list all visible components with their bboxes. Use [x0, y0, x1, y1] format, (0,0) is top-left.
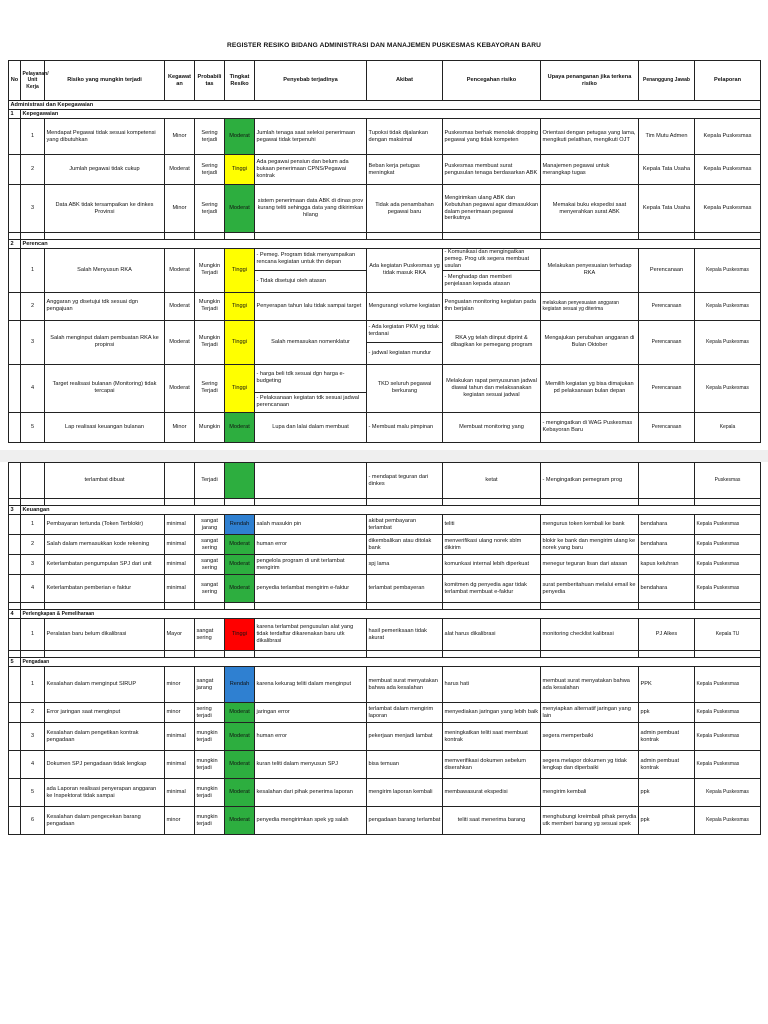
row-number: 5: [21, 779, 45, 807]
probability-cell: Sering terjadi: [195, 155, 225, 185]
prevention-cell: menyediakan jaringan yang lebih baik: [443, 703, 541, 723]
effect-cell: Tidak ada penambahan pegawai baru: [367, 185, 443, 233]
cause-cell: penyedia mengirimkan spek yg salah: [255, 807, 367, 835]
row-number: 2: [21, 703, 45, 723]
header-no: No: [9, 61, 21, 101]
pic-cell: Tim Mutu Admen: [639, 119, 695, 155]
reporting-cell: Kepala Puskesmas: [695, 555, 761, 575]
probability-cell: mungkin terjadi: [195, 723, 225, 751]
probability-cell: sangat sering: [195, 555, 225, 575]
row-number: 2: [21, 535, 45, 555]
section-number: 2: [9, 240, 21, 249]
handling-cell: menyiapkan alternatif jaringan yang lain: [541, 703, 639, 723]
header-effect: Akibat: [367, 61, 443, 101]
table-row: [9, 364, 761, 392]
header-handling: Upaya penanganan jika terkena risiko: [541, 61, 639, 101]
section-title: Perlengkapan & Pemeliharaan: [21, 610, 761, 619]
reporting-cell: Kepala Puskesmas: [695, 249, 761, 293]
table-row: [9, 619, 761, 651]
table-row: [9, 249, 761, 271]
handling-cell: Orientasi dengan petugas yang lama, mengikuti pelatihan, mengikuti OJT: [541, 119, 639, 155]
section-row: [9, 240, 761, 249]
pic-cell: admin pembuat kontrak: [639, 723, 695, 751]
risk-cell: Kesalahan dalam menginput SIRUP: [45, 667, 165, 703]
spacer-row: [9, 603, 761, 610]
severity-cell: minimal: [165, 515, 195, 535]
prevention-cell: Membuat monitoring yang: [443, 412, 541, 442]
pic-cell: bendahara: [639, 535, 695, 555]
effect-cell: spj lama: [367, 555, 443, 575]
risk-cell: Kesalahan dalam pengetikan kontrak pengadaan: [45, 723, 165, 751]
probability-cell: Mungkin Terjadi: [195, 320, 225, 364]
prevention-cell: komitmen dg penyedia agar tidak terlambat membuat e-faktur: [443, 575, 541, 603]
spacer-row: [9, 499, 761, 506]
pic-cell: Perencanaan: [639, 364, 695, 412]
handling-cell: Memakai buku ekspedisi saat menyerahkan surat ABK: [541, 185, 639, 233]
probability-cell: mungkin terjadi: [195, 751, 225, 779]
pic-cell: Kepala Tata Usaha: [639, 155, 695, 185]
section-row: [9, 658, 761, 667]
document-title: REGISTER RESIKO BIDANG ADMINISTRASI DAN MANAJEMEN PUSKESMAS KEBAYORAN BARU: [227, 42, 541, 49]
pic-cell: bendahara: [639, 515, 695, 535]
section-row: [9, 101, 761, 110]
reporting-cell: Kepala Puskesmas: [695, 515, 761, 535]
cause-cell: kesalahan dari pihak penerima laporan: [255, 779, 367, 807]
header-prevention: Pencegahan risiko: [443, 61, 541, 101]
severity-cell: Moderat: [165, 364, 195, 412]
table-row: [9, 292, 761, 320]
section-row: [9, 110, 761, 119]
probability-cell: sangat jarang: [195, 667, 225, 703]
probability-cell: Terjadi: [195, 463, 225, 499]
table-header-row: [9, 61, 761, 101]
handling-cell: melakukan penyesuaian anggaran kegiatan sesuai yg diterima: [541, 292, 639, 320]
reporting-cell: Kepala Puskesmas: [695, 364, 761, 412]
row-number: 3: [21, 185, 45, 233]
reporting-cell: Kepala Puskesmas: [695, 667, 761, 703]
prevention-cell: komunkasi internal lebih diperkuat: [443, 555, 541, 575]
handling-cell: Memilih kegiatan yg bisa dimajukan pd pelaksanaan bulan depan: [541, 364, 639, 412]
table-row: [9, 412, 761, 442]
handling-cell: Melakukan penyesuaian terhadap RKA: [541, 249, 639, 293]
section-title: Kepegawaian: [21, 110, 761, 119]
prevention-cell: - Komunikasi dan mengingatkan pemeg. Prog utk segera membuat usulan: [443, 249, 541, 271]
header-probability: Probabili tas: [195, 61, 225, 101]
row-number: 1: [21, 619, 45, 651]
section-title: Administrasi dan Kepegawaian: [9, 101, 761, 110]
row-number: 1: [21, 515, 45, 535]
probability-cell: sangat sering: [195, 575, 225, 603]
table-row: [9, 119, 761, 155]
prevention-cell: meningkatkan teliti saat membuat kontrak: [443, 723, 541, 751]
row-number: 2: [21, 155, 45, 185]
section-title: Pengadaan: [21, 658, 761, 667]
effect-cell: dikembalikan atau ditolak bank: [367, 535, 443, 555]
row-number: 6: [21, 807, 45, 835]
effect-cell: Tupoksi tidak dijalankan dengan maksimal: [367, 119, 443, 155]
effect-cell: Mengurangi volume kegiatan: [367, 292, 443, 320]
effect-cell: pekerjaan menjadi lambat: [367, 723, 443, 751]
prevention-cell: - Menghadap dan memberi penjelasan kepada atasan: [443, 270, 541, 292]
page-break: [0, 450, 768, 462]
risk-cell: Salah menginput dalam pembuatan RKA ke propinsi: [45, 320, 165, 364]
prevention-cell: Mengirimkan ulang ABK dan Kebutuhan pegawai agar dimasukkan dalam penerimaan pegawai berikutnya: [443, 185, 541, 233]
header-risk-level: Tingkat Resiko: [225, 61, 255, 101]
prevention-cell: RKA yg telah diinput diprint & dibagikan ke pemegang program: [443, 320, 541, 364]
probability-cell: Mungkin: [195, 412, 225, 442]
effect-cell: TKD seluruh pegawai berkurang: [367, 364, 443, 412]
handling-cell: blokir ke bank dan mengirim ulang ke norek yang baru: [541, 535, 639, 555]
risk-level-cell: Moderat: [225, 412, 255, 442]
reporting-cell: Kepala Puskesmas: [695, 155, 761, 185]
risk-cell: Keterlambatan pemberian e faktur: [45, 575, 165, 603]
document-page-1: [0, 0, 768, 450]
pic-cell: Perencanaan: [639, 292, 695, 320]
risk-cell: Jumlah pegawai tidak cukup: [45, 155, 165, 185]
reporting-cell: Kepala Puskesmas: [695, 723, 761, 751]
risk-cell: Pembayaran tertunda (Token Terblokir): [45, 515, 165, 535]
risk-level-cell: Moderat: [225, 723, 255, 751]
pic-cell: admin pembuat kontrak: [639, 751, 695, 779]
table-row: [9, 575, 761, 603]
handling-cell: segera memperbaiki: [541, 723, 639, 751]
handling-cell: - mengingatkan di WAG Puskesmas Kebayoran Baru: [541, 412, 639, 442]
probability-cell: sangat sering: [195, 535, 225, 555]
reporting-cell: Kepala TU: [695, 619, 761, 651]
probability-cell: Mungkin Terjadi: [195, 249, 225, 293]
header-unit: Pelayanan/ Unit Kerja: [21, 61, 45, 101]
risk-level-cell: Moderat: [225, 703, 255, 723]
risk-cell: ada Laporan realisasi penyerapan anggaran ke Inspektorat tidak sampai: [45, 779, 165, 807]
pic-cell: Perencanaan: [639, 320, 695, 364]
cause-cell: karena terlambat pengusulan alat yang tidak terdaftar dikarenakan baru utk dikalibrasi: [255, 619, 367, 651]
section-title: Keuangan: [21, 506, 761, 515]
pic-cell: ppk: [639, 779, 695, 807]
effect-cell: - Membuat malu pimpinan: [367, 412, 443, 442]
probability-cell: Sering Terjadi: [195, 364, 225, 412]
row-number: 3: [21, 723, 45, 751]
effect-cell: Beban kerja petugas meningkat: [367, 155, 443, 185]
risk-cell: Dokumen SPJ pengadaan tidak lengkap: [45, 751, 165, 779]
cause-cell: penyedia terlambat mengirim e-faktur: [255, 575, 367, 603]
probability-cell: Mungkin Terjadi: [195, 292, 225, 320]
severity-cell: minor: [165, 807, 195, 835]
severity-cell: minimal: [165, 575, 195, 603]
severity-cell: Moderat: [165, 155, 195, 185]
pic-cell: kapus keluhran: [639, 555, 695, 575]
row-number: 3: [21, 555, 45, 575]
risk-level-cell: Tinggi: [225, 320, 255, 364]
risk-cell: Mendapat Pegawai tidak sesuai kompetensi yang dibutuhkan: [45, 119, 165, 155]
cause-cell: Jumlah tenaga saat seleksi penerimaan pegawai tidak terpenuhi: [255, 119, 367, 155]
table-row: [9, 723, 761, 751]
table-row: [9, 555, 761, 575]
cause-cell: human error: [255, 723, 367, 751]
risk-level-cell: Tinggi: [225, 249, 255, 293]
cause-cell: jaringan error: [255, 703, 367, 723]
section-number: 4: [9, 610, 21, 619]
prevention-cell: harus hati: [443, 667, 541, 703]
effect-cell: hasil pemeriksaan tidak akurat: [367, 619, 443, 651]
pic-cell: PJ Alkes: [639, 619, 695, 651]
table-row: [9, 779, 761, 807]
section-row: [9, 610, 761, 619]
severity-cell: Minor: [165, 412, 195, 442]
handling-cell: membuat surat menyatakan bahwa ada kesalahan: [541, 667, 639, 703]
severity-cell: Minor: [165, 119, 195, 155]
severity-cell: minimal: [165, 535, 195, 555]
effect-cell: Ada kegiatan Puskesmas yg tidak masuk RKA: [367, 249, 443, 293]
cause-cell: - harga beli tdk sesuai dgn harga e-budgeting: [255, 364, 367, 392]
table-row: [9, 535, 761, 555]
table-row: [9, 751, 761, 779]
severity-cell: Minor: [165, 185, 195, 233]
risk-level-cell: Rendah: [225, 515, 255, 535]
risk-level-cell: Moderat: [225, 119, 255, 155]
handling-cell: Manajemen pegawai untuk merangkap tugas: [541, 155, 639, 185]
cause-cell: kuran teliti dalam menyusun SPJ: [255, 751, 367, 779]
handling-cell: surat pemberitahuan melalui email ke penyedia: [541, 575, 639, 603]
probability-cell: mungkin terjadi: [195, 779, 225, 807]
risk-level-cell: Moderat: [225, 575, 255, 603]
table-row: [9, 185, 761, 233]
risk-register-table-page-2: [8, 462, 761, 835]
cause-cell: Ada pegawai pensiun dan belum ada bukaan penerimaan CPNS/Pegawai kontrak: [255, 155, 367, 185]
document-page-2: [0, 462, 768, 1024]
risk-level-cell: Moderat: [225, 779, 255, 807]
severity-cell: Mayor: [165, 619, 195, 651]
handling-cell: menegur teguran lisan dari atasan: [541, 555, 639, 575]
risk-cell: Kesalahan dalam pengecekan barang pengadaan: [45, 807, 165, 835]
risk-level-cell: Moderat: [225, 535, 255, 555]
cause-cell: - Pelaksanaan kegiatan tdk sesuai jadwal perencanaan: [255, 392, 367, 412]
row-number: 4: [21, 575, 45, 603]
spacer-row: [9, 651, 761, 658]
header-severity: Kegawat an: [165, 61, 195, 101]
handling-cell: segera melapor dokumen yg tidak lengkap dan diperbaiki: [541, 751, 639, 779]
severity-cell: minimal: [165, 779, 195, 807]
cause-cell: salah masukin pin: [255, 515, 367, 535]
handling-cell: mengurus token kembali ke bank: [541, 515, 639, 535]
effect-cell: mengirim laporan kembali: [367, 779, 443, 807]
section-number: 5: [9, 658, 21, 667]
section-number: 3: [9, 506, 21, 515]
cause-cell: Penyerapan tahun lalu tidak sampai target: [255, 292, 367, 320]
pic-cell: Perencanaan: [639, 412, 695, 442]
row-number: 4: [21, 364, 45, 412]
row-number: 5: [21, 412, 45, 442]
pic-cell: ppk: [639, 807, 695, 835]
prevention-cell: menverifikasi ulang norek sblm dikirim: [443, 535, 541, 555]
cause-cell: - Tidak disetujui oleh atasan: [255, 270, 367, 292]
risk-level-cell: Tinggi: [225, 292, 255, 320]
effect-cell: - Ada kegiatan PKM yg tidak terdanai: [367, 320, 443, 342]
pic-cell: PPK: [639, 667, 695, 703]
effect-cell: - mendapat teguran dari dinkes: [367, 463, 443, 499]
risk-level-cell: Moderat: [225, 555, 255, 575]
header-pic: Penanggung Jawab: [639, 61, 695, 101]
probability-cell: sangat sering: [195, 619, 225, 651]
pic-cell: bendahara: [639, 575, 695, 603]
risk-cell: Anggaran yg disetujui tdk sesuai dgn pengajuan: [45, 292, 165, 320]
prevention-cell: Penguatan monitoring kegiatan pada thn berjalan: [443, 292, 541, 320]
table-row: [9, 515, 761, 535]
reporting-cell: Puskesmas: [695, 463, 761, 499]
reporting-cell: Kepala Puskesmas: [695, 779, 761, 807]
risk-level-cell: Tinggi: [225, 619, 255, 651]
severity-cell: Moderat: [165, 292, 195, 320]
section-title: Perencan: [21, 240, 761, 249]
risk-level-cell: Tinggi: [225, 364, 255, 412]
pic-cell: ppk: [639, 703, 695, 723]
effect-cell: terlambat pembayeran: [367, 575, 443, 603]
table-row: [9, 667, 761, 703]
header-cause: Penyebab terjadinya: [255, 61, 367, 101]
severity-cell: minimal: [165, 723, 195, 751]
table-row: [9, 320, 761, 342]
handling-cell: monitoring checklist kalibrasi: [541, 619, 639, 651]
risk-level-cell: Moderat: [225, 185, 255, 233]
severity-cell: Moderat: [165, 249, 195, 293]
prevention-cell: teliti: [443, 515, 541, 535]
risk-cell: Lap realisasi keuangan bulanan: [45, 412, 165, 442]
cause-cell: sistem penerimaan data ABK di dinas prov kurang teliti sehingga data yang dikirimkan hilang: [255, 185, 367, 233]
cause-cell: pengelola program di unit terlambat mengirim: [255, 555, 367, 575]
row-number: 4: [21, 751, 45, 779]
prevention-cell: Puskesmas membuat surat pengusulan tenaga berdasarkan ABK: [443, 155, 541, 185]
prevention-cell: Puskesmas berhak menolak dropping pegawai yang tidak kompeten: [443, 119, 541, 155]
row-number: 1: [21, 667, 45, 703]
header-risk: Risiko yang mungkin terjadi: [45, 61, 165, 101]
risk-cell: Keterlambatan pengumpulan SPJ dari unit: [45, 555, 165, 575]
severity-cell: Moderat: [165, 320, 195, 364]
pic-cell: Kepala Tata Usaha: [639, 185, 695, 233]
severity-cell: minor: [165, 703, 195, 723]
effect-cell: akibat pembayaran terlambat: [367, 515, 443, 535]
risk-cell: Target realisasi bulanan (Monitoring) tidak tercapai: [45, 364, 165, 412]
table-row-continuation: [9, 463, 761, 499]
risk-cell: Salah dalam memasukkan kode rekening: [45, 535, 165, 555]
section-number: 1: [9, 110, 21, 119]
risk-cell: Peralatan baru belum dikalibrasi: [45, 619, 165, 651]
effect-cell: pengadaan barang terlambat: [367, 807, 443, 835]
reporting-cell: Kepala Puskesmas: [695, 292, 761, 320]
pic-cell: Perencanaan: [639, 249, 695, 293]
risk-level-cell: Tinggi: [225, 155, 255, 185]
reporting-cell: Kepala: [695, 412, 761, 442]
probability-cell: sangat jarang: [195, 515, 225, 535]
severity-cell: minimal: [165, 751, 195, 779]
table-row: [9, 155, 761, 185]
cause-cell: - Pemeg. Program tidak menyampaikan rencana kegiatan untuk thn depan: [255, 249, 367, 271]
severity-cell: minimal: [165, 555, 195, 575]
handling-cell: menghubungi kreimbali pihak penydia utk memberi barang yg sesuai spek: [541, 807, 639, 835]
risk-level-cell: Rendah: [225, 667, 255, 703]
row-number: 2: [21, 292, 45, 320]
risk-register-table-page-1: [8, 60, 761, 443]
row-number: 1: [21, 249, 45, 293]
effect-cell: bisa temuan: [367, 751, 443, 779]
prevention-cell: Melakukan rapat penyusunan jadwal diawal tahun dan melaksanakan kegiatan sesuai jadwal: [443, 364, 541, 412]
header-reporting: Pelaporan: [695, 61, 761, 101]
table-row: [9, 703, 761, 723]
reporting-cell: Kepala Puskesmas: [695, 807, 761, 835]
reporting-cell: Kepala Puskesmas: [695, 575, 761, 603]
prevention-cell: memverifikasi dokumen sebelum diserahkan: [443, 751, 541, 779]
reporting-cell: Kepala Puskesmas: [695, 751, 761, 779]
risk-level-cell: Moderat: [225, 751, 255, 779]
handling-cell: mengirim kembali: [541, 779, 639, 807]
cause-cell: human error: [255, 535, 367, 555]
probability-cell: Sering terjadi: [195, 185, 225, 233]
prevention-cell: membawasurat ekspedisi: [443, 779, 541, 807]
effect-cell: - jadwal kegiatan mundur: [367, 342, 443, 364]
risk-cell: Salah Menyusun RKA: [45, 249, 165, 293]
prevention-cell: ketat: [443, 463, 541, 499]
cause-cell: Salah memasukan nomenklatur: [255, 320, 367, 364]
spacer-row: [9, 233, 761, 240]
prevention-cell: teliti saat menerima barang: [443, 807, 541, 835]
reporting-cell: Kepala Puskesmas: [695, 320, 761, 364]
reporting-cell: Kepala Puskesmas: [695, 119, 761, 155]
effect-cell: terlambat dalam mengirim laporan: [367, 703, 443, 723]
effect-cell: membuat surat menyatakan bahwa ada kesalahan: [367, 667, 443, 703]
risk-cell: Error jaringan saat menginput: [45, 703, 165, 723]
reporting-cell: Kepala Puskesmas: [695, 703, 761, 723]
prevention-cell: alat harus dikalibrasi: [443, 619, 541, 651]
risk-level-cell: Moderat: [225, 807, 255, 835]
probability-cell: Sering terjadi: [195, 119, 225, 155]
reporting-cell: Kepala Puskesmas: [695, 185, 761, 233]
handling-cell: Mengajukan perubahan anggaran di Bulan Oktober: [541, 320, 639, 364]
handling-cell: - Mengingatkan pemegram prog: [541, 463, 639, 499]
table-row: [9, 807, 761, 835]
probability-cell: mungkin terjadi: [195, 807, 225, 835]
risk-cell: terlambat dibuat: [45, 463, 165, 499]
section-row: [9, 506, 761, 515]
row-number: 3: [21, 320, 45, 364]
cause-cell: Lupa dan lalai dalam membuat: [255, 412, 367, 442]
probability-cell: sering terjadi: [195, 703, 225, 723]
risk-cell: Data ABK tidak tersampaikan ke dinkes Provinsi: [45, 185, 165, 233]
cause-cell: karena kekurag teliti dalam menginput: [255, 667, 367, 703]
row-number: 1: [21, 119, 45, 155]
reporting-cell: Kepala Puskesmas: [695, 535, 761, 555]
severity-cell: minor: [165, 667, 195, 703]
